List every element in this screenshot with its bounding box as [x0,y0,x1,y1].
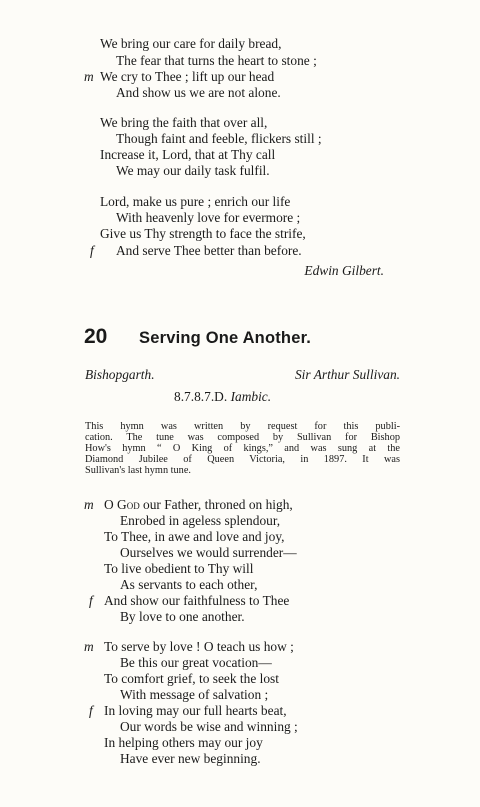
verse-line: Be this our great vocation— [120,655,272,670]
verse-line: The fear that turns the heart to stone ; [116,53,317,68]
verse-line: Lord, make us pure ; enrich our life [100,194,291,209]
first-word: O God [104,497,140,512]
dynamic-mark-mezzo: m [84,639,94,654]
composer-name: Sir Arthur Sullivan. [294,367,400,382]
verse-line: To live obedient to Thy will [104,561,254,576]
note-line: How's hymn “ O King of kings,” and was sung at the [85,443,400,454]
verse-line: We may our daily task fulfil. [116,163,270,178]
note-line: This hymn was written by request for this publi- [85,421,400,432]
verse-line [104,497,293,513]
verse-line: Have ever new beginning. [120,751,261,766]
verse-line: And serve Thee better than before. [116,243,302,258]
dynamic-mark-forte: f [89,703,93,718]
dynamic-mark-forte: f [89,593,93,608]
verse-line: In helping others may our joy [104,735,263,750]
verse-line: And show us we are not alone. [116,85,281,100]
verse-line: Enrobed in ageless splendour, [120,513,281,528]
meter-line [174,389,271,405]
verse-text: our Father, throned on high, [139,497,293,512]
dynamic-mark-forte: f [90,243,94,258]
hymn-note [85,421,400,476]
note-line: Diamond Jubilee of Queen Victoria, in 1897. It was [85,454,400,465]
hymn-title: Serving One Another. [139,329,312,347]
verse-line: Though faint and feeble, flickers still ; [116,131,322,146]
author-attribution: Edwin Gilbert. [304,263,384,278]
verse-line: To comfort grief, to seek the lost [104,671,279,686]
verse-line: By love to one another. [120,609,245,624]
dynamic-mark-mezzo: m [84,69,94,84]
verse-line: To Thee, in awe and love and joy, [104,529,285,544]
verse-line: To serve by love ! O teach us how ; [104,639,294,654]
verse-line: Our words be wise and winning ; [120,719,298,734]
verse-line: We cry to Thee ; lift up our head [100,69,275,84]
tune-name: Bishopgarth. [85,367,155,382]
note-line: Sullivan's last hymn tune. [85,465,191,476]
dynamic-mark-mezzo: m [84,497,94,512]
meter-style: Iambic. [230,389,272,404]
verse-line: In loving may our full hearts beat, [104,703,287,718]
verse-line: And show our faithfulness to Thee [104,593,290,608]
verse-line: As servants to each other, [120,577,258,592]
verse-line: We bring the faith that over all, [100,115,268,130]
verse-line: With message of salvation ; [120,687,269,702]
verse-line: We bring our care for daily bread, [100,36,282,51]
verse-line: Give us Thy strength to face the strife, [100,226,306,241]
verse-line: Ourselves we would surrender— [120,545,297,560]
hymn-number: 20 [84,325,108,348]
meter: 8.7.8.7.D. [174,389,228,404]
verse-line: Increase it, Lord, that at Thy call [100,147,276,162]
verse-line: With heavenly love for evermore ; [116,210,301,225]
note-line: cation. The tune was composed by Sullivan for Bishop [85,432,400,443]
